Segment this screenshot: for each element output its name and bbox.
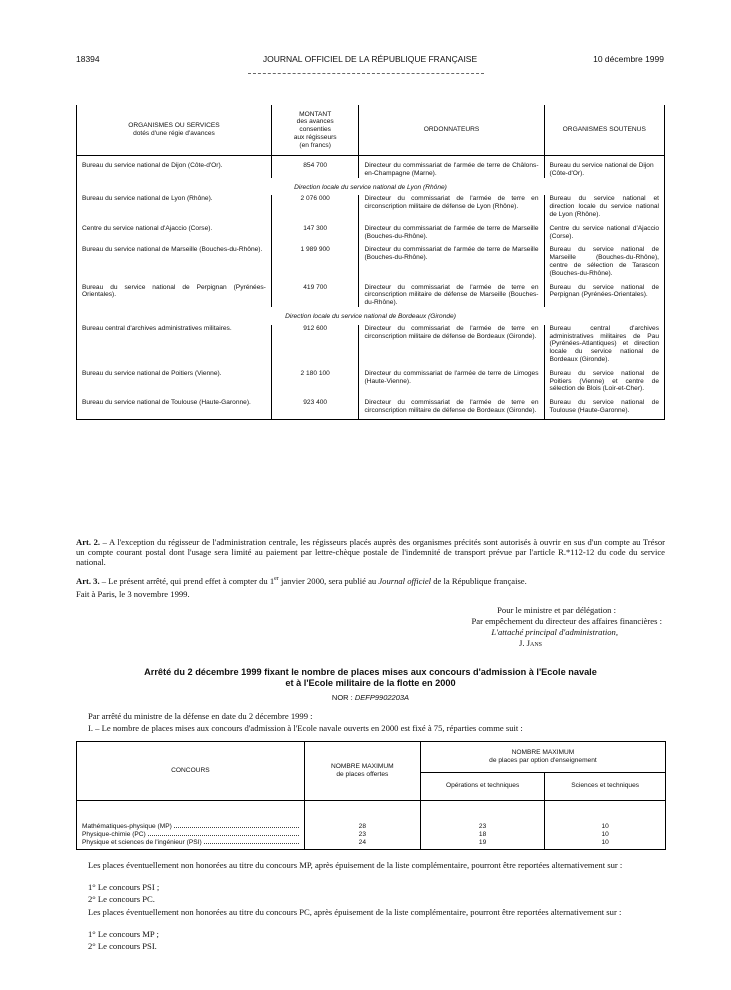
ordonnateur-cell: Directeur du commissariat de l'armée de terre de Châlons-en-Champagne (Marne). [359, 156, 544, 178]
soutenu-cell: Centre du service national d'Ajaccio (Corse). [544, 219, 664, 241]
table-row [77, 325, 665, 364]
table-row [77, 393, 665, 419]
max-cell: 28 [304, 801, 420, 832]
sci-cell: 10 [545, 831, 666, 839]
article-3-text: de la République française. [431, 575, 527, 586]
table-row [77, 195, 665, 218]
soutenu-cell: Bureau central d'archives administratives militaires de Pau (Pyrénées-Atlantiques) et direction locale du service national de Bordeaux (Gironde). [544, 325, 664, 364]
table-row [77, 278, 665, 307]
montant-cell: 854 700 [271, 156, 359, 178]
arrete-title-line: Arrêté du 2 décembre 1999 fixant le nombre de places mises aux concours d'admission à l'Ecole navale [144, 667, 597, 677]
ordonnateur-cell: Directeur du commissariat de l'armée de terre en circonscription militaire de défense de Bordeaux (Gironde). [359, 393, 544, 419]
ordonnateur-cell: Directeur du commissariat de l'armée de terre en circonscription militaire de défense de Lyon (Rhône). [359, 195, 544, 218]
col-nombre-max-header: NOMBRE MAXIMUM de places offertes [304, 742, 420, 801]
header-divider [248, 73, 484, 74]
ordonnateur-cell: Directeur du commissariat de l'armée de terre en circonscription militaire de défense de Marseille (Bouches-du-Rhône). [359, 278, 544, 307]
report-pc-item: 2° Le concours PSI. [88, 941, 157, 951]
max-cell: 24 [304, 839, 420, 850]
ops-cell: 23 [420, 801, 544, 832]
article-3-label: Art. 3. [76, 575, 100, 586]
arrete-intro: Par arrêté du ministre de la défense en date du 2 décembre 1999 : [88, 711, 313, 721]
montant-cell: 1 989 900 [271, 240, 359, 277]
nor-label: NOR : [331, 693, 353, 702]
table-row [77, 839, 666, 850]
signature-block [380, 605, 662, 649]
organisme-cell: Bureau du service national de Dijon (Côte-d'Or). [77, 156, 272, 178]
concours-cell: Physique et sciences de l'ingénieur (PSI) [77, 839, 305, 850]
organisme-cell: Bureau du service national de Toulouse (Haute-Garonne). [77, 393, 272, 419]
sci-cell: 10 [545, 801, 666, 832]
report-pc-paragraph: Les places éventuellement non honorées au titre du concours PC, après épuisement de la liste complémentaire, pourront être reportées alternativement sur : [88, 907, 622, 917]
places-table [76, 741, 666, 850]
arrete-title [76, 667, 665, 688]
col-concours-header: CONCOURS [77, 742, 305, 801]
soutenu-cell: Bureau du service national et direction locale du service national de Lyon (Rhône). [544, 195, 664, 218]
col-organismes-header: ORGANISMES OU SERVICES dotés d'une régie d'avances [77, 105, 272, 156]
section-row [77, 178, 665, 196]
col-sciences-header: Sciences et techniques [545, 772, 666, 800]
montant-cell: 2 076 000 [271, 195, 359, 218]
regies-table [76, 105, 665, 420]
fait-a-paris: Fait à Paris, le 3 novembre 1999. [76, 589, 190, 599]
montant-cell: 923 400 [271, 393, 359, 419]
soutenu-cell: Bureau du service national de Poitiers (Vienne) et centre de sélection de Blois (Loir-et-Cher). [544, 364, 664, 393]
signature-title: L'attaché principal d'administration, [491, 627, 618, 637]
concours-cell: Physique-chimie (PC) [77, 831, 305, 839]
col-ordonnateurs-header: ORDONNATEURS [359, 105, 544, 156]
organisme-cell: Bureau du service national de Lyon (Rhône). [77, 195, 272, 218]
col-par-option-header: NOMBRE MAXIMUM de places par option d'enseignement [420, 742, 665, 773]
soutenu-cell: Bureau du service national de Perpignan (Pyrénées-Orientales). [544, 278, 664, 307]
table-row [77, 240, 665, 277]
ops-cell: 18 [420, 831, 544, 839]
montant-cell: 2 180 100 [271, 364, 359, 393]
journal-reference: Journal officiel [378, 575, 432, 586]
article-3-text: – Le présent arrêté, qui prend effet à compter du 1 [99, 575, 275, 586]
page-number: 18394 [76, 54, 100, 64]
article-3-text: janvier 2000, sera publié au [278, 575, 379, 586]
col-operations-header: Opérations et techniques [420, 772, 544, 800]
montant-cell: 912 600 [271, 325, 359, 364]
report-pc-item: 1° Le concours MP ; [88, 929, 159, 939]
report-mp-item: 1° Le concours PSI ; [88, 882, 160, 892]
col-soutenus-header: ORGANISMES SOUTENUS [544, 105, 664, 156]
nor-code: DEFP9902203A [354, 693, 410, 702]
organisme-cell: Bureau du service national de Poitiers (Vienne). [77, 364, 272, 393]
soutenu-cell: Bureau du service national de Marseille (Bouches-du-Rhône), centre de sélection de Tarascon (Bouches-du-Rhône). [544, 240, 664, 277]
montant-cell: 147 300 [271, 219, 359, 241]
arrete-title-line: et à l'Ecole militaire de la flotte en 2000 [285, 677, 456, 688]
article-3 [76, 574, 665, 586]
organisme-cell: Bureau du service national de Marseille (Bouches-du-Rhône). [77, 240, 272, 277]
report-mp-item: 2° Le concours PC. [88, 894, 155, 904]
signature-name: J. Jans [519, 638, 542, 648]
report-mp-paragraph: Les places éventuellement non honorées au titre du concours MP, après épuisement de la liste complémentaire, pourront être reportées alternativement sur : [88, 860, 623, 870]
section-heading: Direction locale du service national de Lyon (Rhône) [77, 178, 665, 196]
ops-cell: 19 [420, 839, 544, 850]
table-row [77, 364, 665, 393]
organisme-cell: Centre du service national d'Ajaccio (Corse). [77, 219, 272, 241]
table-row [77, 156, 665, 178]
montant-cell: 419 700 [271, 278, 359, 307]
article-2-label: Art. 2. [76, 537, 101, 547]
soutenu-cell: Bureau du service national de Dijon (Côte-d'Or). [544, 156, 664, 178]
page-header [76, 54, 664, 68]
section-heading: Direction locale du service national de Bordeaux (Gironde) [77, 307, 665, 325]
ordonnateur-cell: Directeur du commissariat de l'armée de terre de Marseille (Bouches-du-Rhône). [359, 219, 544, 241]
table-row [77, 831, 666, 839]
arrete-point-1: I. – Le nombre de places mises aux concours d'admission à l'Ecole navale ouverts en 2000 est fixé à 75, réparties comme suit : [88, 723, 523, 733]
concours-cell: Mathématiques-physique (MP) [77, 801, 305, 832]
article-2 [76, 537, 665, 568]
signature-line: Pour le ministre et par délégation : [497, 605, 616, 615]
organisme-cell: Bureau central d'archives administratives militaires. [77, 325, 272, 364]
ordinal-suffix: er [274, 576, 279, 582]
organisme-cell: Bureau du service national de Perpignan (Pyrénées-Orientales). [77, 278, 272, 307]
ordonnateur-cell: Directeur du commissariat de l'armée de terre en circonscription militaire de défense de Bordeaux (Gironde). [359, 325, 544, 364]
section-row [77, 307, 665, 325]
sci-cell: 10 [545, 839, 666, 850]
signature-line: Par empêchement du directeur des affaires financières : [471, 616, 662, 626]
col-montant-header: MONTANT des avances consenties aux régisseurs (en francs) [271, 105, 359, 156]
journal-title: JOURNAL OFFICIEL DE LA RÉPUBLIQUE FRANÇAISE [262, 54, 478, 64]
ordonnateur-cell: Directeur du commissariat de l'armée de terre de Marseille (Bouches-du-Rhône). [359, 240, 544, 277]
ordonnateur-cell: Directeur du commissariat de l'armée de terre de Limoges (Haute-Vienne). [359, 364, 544, 393]
issue-date: 10 décembre 1999 [593, 54, 664, 64]
nor-reference [76, 693, 665, 702]
max-cell: 23 [304, 831, 420, 839]
soutenu-cell: Bureau du service national de Toulouse (Haute-Garonne). [544, 393, 664, 419]
article-2-text: – A l'exception du régisseur de l'administration centrale, les régisseurs placés auprès des organismes précités sont autorisés à ouvrir en sus d'un compte au Trésor un compte courant postal dont l'usage sera limité au paiement par lettre-chèque postale de l'indemnité de transport prévue par l'article R.*112-12 du code du service national. [76, 537, 665, 568]
table-row [77, 219, 665, 241]
table-row [77, 801, 666, 832]
